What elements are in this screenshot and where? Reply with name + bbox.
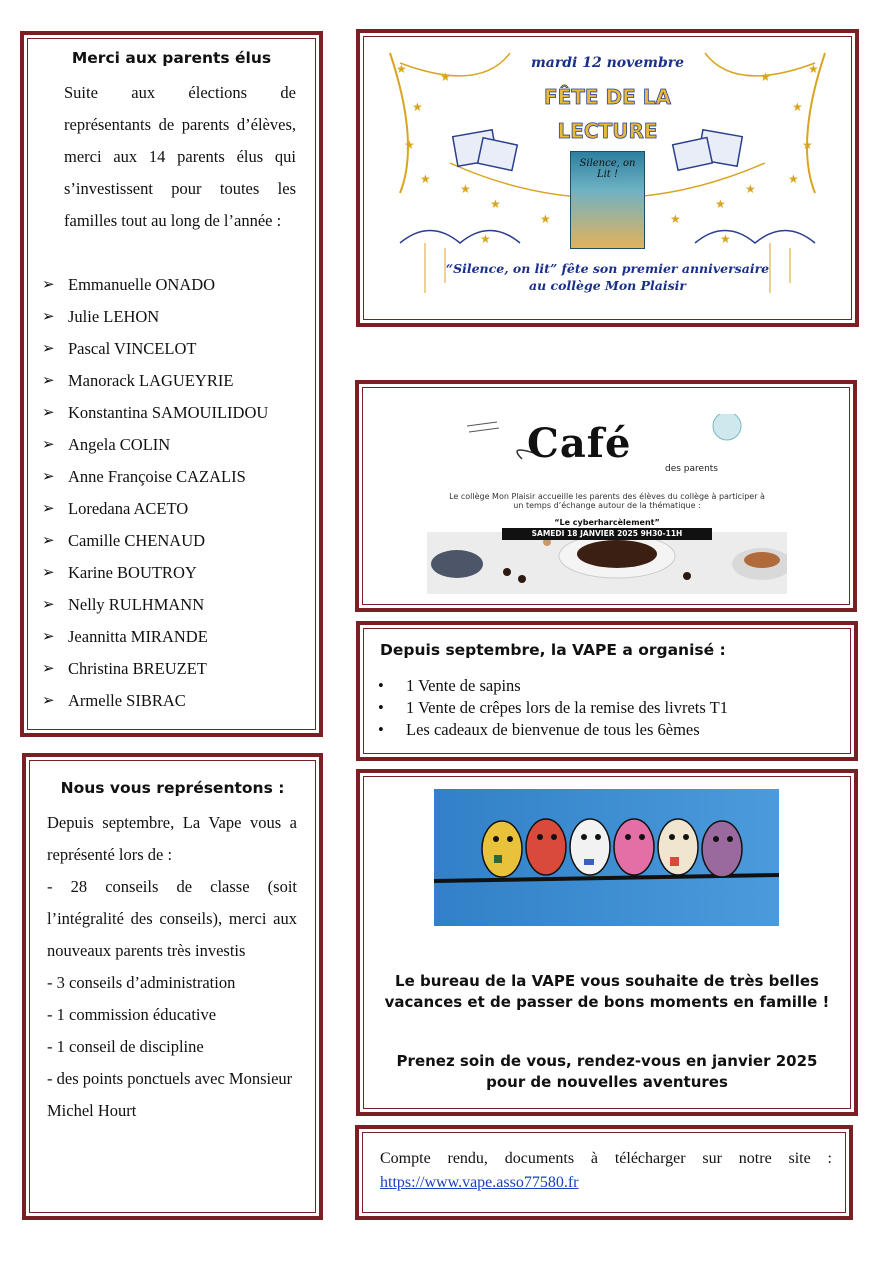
- fete-date: mardi 12 novembre: [530, 55, 685, 71]
- arrow-icon: ➢: [42, 373, 55, 389]
- cafe-poster: [427, 414, 787, 594]
- arrow-icon: ➢: [42, 469, 55, 485]
- cafe-description: Le collège Mon Plaisir accueille les parents des élèves du collège à participer à un temps d’échange autour de la thématique :: [449, 492, 765, 510]
- arrow-icon: ➢: [42, 533, 55, 549]
- wishes-text-1: Le bureau de la VAPE vous souhaite de très belles vacances et de passer de bons moments en famille !: [384, 972, 830, 1011]
- svg-text:★: ★: [490, 197, 501, 211]
- represent-line: - 28 conseils de classe (soit l’intégralité des conseils), merci aux nouveaux parents très investis: [47, 877, 297, 960]
- list-item: ➢ Manorack LAGUEYRIE: [24, 365, 314, 397]
- vape-list: [364, 675, 728, 741]
- arrow-icon: ➢: [42, 661, 55, 677]
- represent-line: Depuis septembre, La Vape vous a représenté lors de :: [47, 813, 297, 864]
- vape-box: [356, 621, 858, 761]
- list-item: • 1 Vente de sapins: [364, 675, 728, 697]
- wishes-box: [356, 769, 858, 1116]
- svg-text:★: ★: [480, 232, 491, 246]
- cafe-theme: “Le cyberharcèlement”: [554, 518, 660, 527]
- svg-text:★: ★: [460, 182, 471, 196]
- list-item: ➢ Konstantina SAMOUILIDOU: [24, 397, 314, 429]
- svg-text:★: ★: [745, 182, 756, 196]
- svg-text:★: ★: [802, 138, 813, 152]
- arrow-icon: ➢: [42, 597, 55, 613]
- arrow-icon: ➢: [42, 341, 55, 357]
- represent-line: - 3 conseils d’administration: [47, 973, 236, 992]
- svg-text:★: ★: [720, 232, 731, 246]
- list-item: ➢ Julie LEHON: [24, 301, 314, 333]
- arrow-icon: ➢: [42, 277, 55, 293]
- represent-line: - des points ponctuels avec Monsieur Michel Hourt: [47, 1069, 293, 1120]
- svg-text:★: ★: [808, 62, 819, 76]
- svg-text:★: ★: [396, 62, 407, 76]
- cafe-box: [355, 380, 857, 612]
- list-item: • 1 Vente de crêpes lors de la remise des livrets T1: [364, 697, 728, 719]
- svg-text:★: ★: [760, 70, 771, 84]
- vape-title: Depuis septembre, la VAPE a organisé :: [380, 641, 726, 659]
- arrow-icon: ➢: [42, 693, 55, 709]
- represent-box: [22, 753, 323, 1220]
- arrow-icon: ➢: [42, 501, 55, 517]
- fete-caption-2: au collège Mon Plaisir: [529, 278, 686, 293]
- list-item: ➢ Emmanuelle ONADO: [24, 269, 314, 301]
- arrow-icon: ➢: [42, 309, 55, 325]
- svg-text:★: ★: [540, 212, 551, 226]
- arrow-icon: ➢: [42, 405, 55, 421]
- cafe-logo: Café: [527, 420, 632, 467]
- svg-text:★: ★: [715, 197, 726, 211]
- list-item: ➢ Pascal VINCELOT: [24, 333, 314, 365]
- wishes-text-2: Prenez soin de vous, rendez-vous en janvier 2025 pour de nouvelles aventures: [396, 1052, 818, 1091]
- arrow-icon: ➢: [42, 565, 55, 581]
- cafe-subtitle: des parents: [665, 464, 718, 474]
- book-cover: [570, 151, 645, 249]
- svg-text:★: ★: [440, 70, 451, 84]
- represent-line: - 1 conseil de discipline: [47, 1037, 204, 1056]
- parents-title: Merci aux parents élus: [71, 49, 272, 67]
- list-item: ➢ Camille CHENAUD: [24, 525, 314, 557]
- list-item: • Les cadeaux de bienvenue de tous les 6èmes: [364, 719, 728, 741]
- footer-box: [355, 1125, 853, 1220]
- represent-title: Nous vous représentons :: [60, 779, 285, 797]
- site-link[interactable]: https://www.vape.asso77580.fr: [380, 1174, 579, 1191]
- list-item: ➢ Jeannitta MIRANDE: [24, 621, 314, 653]
- parents-intro: Suite aux élections de représentants de parents d’élèves, merci aux 14 parents élus qui s’investissent pour toutes les familles tout au long de l’année :: [64, 83, 296, 230]
- fete-title-line2: LECTURE: [557, 119, 658, 143]
- list-item: ➢ Christina BREUZET: [24, 653, 314, 685]
- svg-text:★: ★: [792, 100, 803, 114]
- book-cover-title: Silence, on Lit !: [579, 158, 636, 180]
- list-item: ➢ Loredana ACETO: [24, 493, 314, 525]
- represent-line: - 1 commission éducative: [47, 1005, 217, 1024]
- cafe-date: SAMEDI 18 JANVIER 2025 9H30-11H: [502, 528, 712, 540]
- svg-text:★: ★: [670, 212, 681, 226]
- parents-list: [24, 269, 314, 717]
- arrow-icon: ➢: [42, 629, 55, 645]
- birds-painting: [434, 789, 779, 926]
- list-item: ➢ Anne Françoise CAZALIS: [24, 461, 314, 493]
- parents-box: [20, 31, 323, 737]
- list-item: ➢ Angela COLIN: [24, 429, 314, 461]
- arrow-icon: ➢: [42, 437, 55, 453]
- svg-text:★: ★: [412, 100, 423, 114]
- represent-body: [47, 807, 297, 1127]
- footer-text: Compte rendu, documents à télécharger sur notre site :: [380, 1150, 832, 1167]
- list-item: ➢ Karine BOUTROY: [24, 557, 314, 589]
- fete-title-line1: FÊTE DE LA: [543, 85, 672, 109]
- list-item: ➢ Nelly RULHMANN: [24, 589, 314, 621]
- fete-lecture-box: [356, 29, 859, 327]
- fete-caption-1: “Silence, on lit” fête son premier anniversaire: [445, 261, 770, 276]
- list-item: ➢ Armelle SIBRAC: [24, 685, 314, 717]
- svg-text:★: ★: [420, 172, 431, 186]
- svg-text:★: ★: [788, 172, 799, 186]
- svg-text:★: ★: [404, 138, 415, 152]
